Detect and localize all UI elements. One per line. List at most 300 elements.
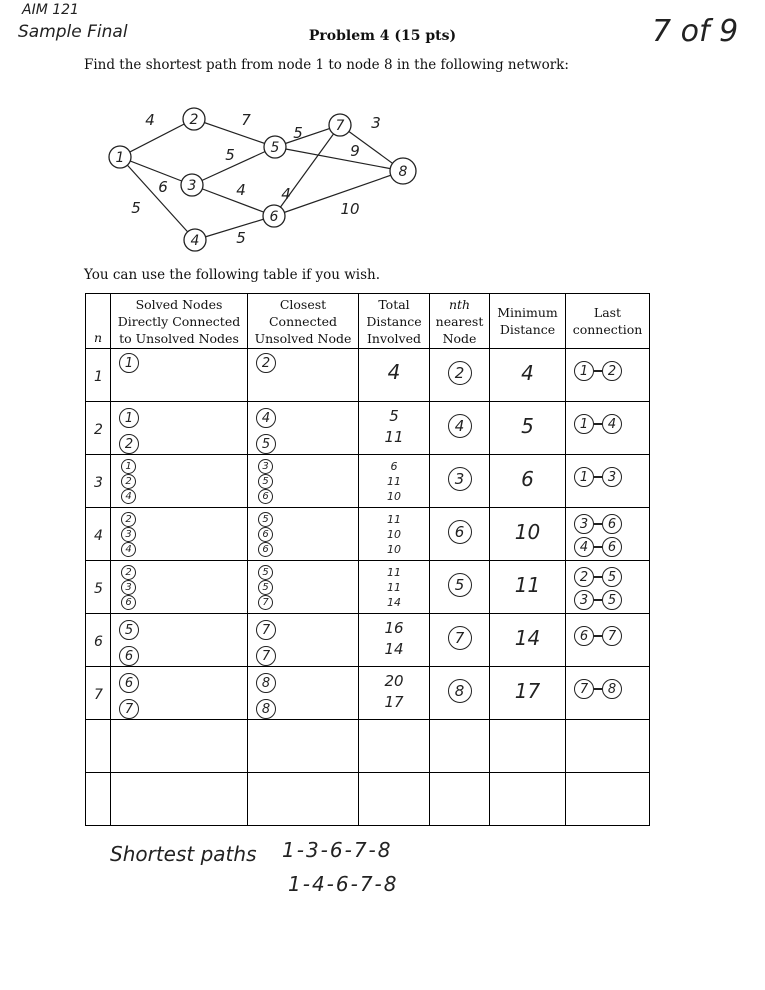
table-row: [86, 455, 650, 508]
node-label-7: 7: [335, 118, 345, 134]
cell-wrap: [248, 455, 358, 507]
connection-from: 6: [574, 626, 594, 646]
closest-node-list: [256, 408, 276, 454]
nth-nearest-node: 2: [448, 361, 472, 385]
connection-to: 5: [602, 567, 622, 587]
edge-4-6: [195, 216, 274, 240]
closest-node: 8: [256, 673, 276, 693]
total-distance: 16: [384, 619, 404, 637]
solved-node-list: [119, 620, 139, 666]
connection-from: 1: [574, 414, 594, 434]
cell-solved: [111, 614, 248, 667]
cell-wrap: [359, 508, 429, 560]
node-label-8: 8: [398, 164, 408, 180]
row-number: 1: [94, 369, 103, 385]
cell-total: [359, 402, 430, 455]
blank-cell: [490, 773, 566, 826]
closest-node: 5: [258, 565, 273, 580]
nth-nearest-node: 4: [448, 414, 472, 438]
cell-wrap: [566, 561, 649, 613]
minimum-distance: 5: [521, 414, 534, 438]
closest-node: 5: [258, 580, 273, 595]
table-row: [86, 561, 650, 614]
cell-wrap: [490, 614, 565, 666]
last-connection-list: [574, 626, 622, 646]
blank-cell: [86, 773, 111, 826]
header-line: Involved: [366, 330, 422, 346]
header-minimum: [490, 294, 566, 349]
problem-instructions: Find the shortest path from node 1 to node 8 in the following network:: [84, 57, 569, 73]
cell-wrap: [248, 561, 358, 613]
cell-wrap: [430, 561, 489, 613]
cell-min: [490, 614, 566, 667]
connection-to: 6: [602, 537, 622, 557]
total-distance: 4: [387, 360, 401, 384]
cell-wrap: [359, 667, 429, 719]
last-connection: [574, 537, 622, 557]
total-distance-list: [359, 565, 429, 610]
total-distance: 11: [387, 581, 401, 594]
solved-node: 4: [121, 489, 136, 504]
cell-nth: [430, 667, 490, 720]
cell-wrap: [430, 455, 489, 507]
cell-closest: [248, 614, 359, 667]
row-number: 7: [94, 687, 103, 703]
nth-nearest-node: 5: [448, 573, 472, 597]
blank-cell: [490, 720, 566, 773]
total-distance-list: [359, 459, 429, 504]
cell-solved: [111, 455, 248, 508]
solved-node: 3: [121, 580, 136, 595]
edge-weight-6-7: 4: [281, 185, 291, 203]
solved-node: 6: [121, 595, 136, 610]
edge-weight-5-7: 5: [293, 124, 303, 142]
blank-cell: [248, 720, 359, 773]
node-label-5: 5: [270, 140, 280, 156]
header-line: Unsolved Node: [254, 330, 352, 346]
cell-closest: [248, 349, 359, 402]
solved-node-list: [119, 565, 136, 610]
last-connection: [574, 414, 622, 434]
last-connection: [574, 567, 622, 587]
closest-node-list: [256, 673, 276, 719]
cell-wrap: [248, 667, 358, 719]
cell-wrap: [111, 455, 247, 507]
cell-wrap: [86, 614, 110, 666]
nth-node-wrap: [430, 414, 489, 438]
cell-wrap: [566, 402, 649, 454]
min-distance-wrap: [490, 626, 565, 650]
cell-wrap: [430, 667, 489, 719]
last-connection: [574, 590, 622, 610]
solved-node-list: [119, 512, 136, 557]
closest-node: 5: [256, 434, 276, 454]
header-line: Last: [593, 305, 622, 320]
answer-label: Shortest paths: [110, 842, 257, 866]
blank-cell: [86, 720, 111, 773]
last-connection-list: [574, 567, 622, 610]
nth-nearest-node: 7: [448, 626, 472, 650]
total-distance: 6: [390, 460, 398, 473]
cell-wrap: [430, 508, 489, 560]
cell-n: [86, 455, 111, 508]
nth-nearest-node: 3: [448, 467, 472, 491]
solved-node-list: [119, 459, 136, 504]
cell-wrap: [111, 561, 247, 613]
connection-dash: [594, 546, 602, 548]
cell-wrap: [359, 561, 429, 613]
cell-last: [566, 561, 650, 614]
blank-cell: [566, 720, 650, 773]
connection-dash: [594, 476, 602, 478]
cell-closest: [248, 402, 359, 455]
last-connection-list: [574, 467, 622, 487]
header-line: Distance: [366, 313, 422, 329]
total-distance: 5: [389, 407, 399, 425]
header-line: nth: [448, 296, 471, 312]
closest-node: 6: [258, 527, 273, 542]
network-diagram: [100, 100, 430, 260]
blank-cell: [359, 720, 430, 773]
last-connection-list: [574, 414, 622, 434]
edge-2-5: [194, 119, 275, 147]
cell-total: [359, 561, 430, 614]
connection-to: 3: [602, 467, 622, 487]
cell-last: [566, 402, 650, 455]
cell-n: [86, 561, 111, 614]
edge-weight-1-2: 4: [145, 111, 155, 129]
table-body: [86, 349, 650, 826]
solved-node: 2: [121, 512, 136, 527]
closest-node: 7: [258, 595, 273, 610]
edge-weight-2-5: 7: [241, 111, 251, 129]
closest-node-list: [256, 353, 276, 373]
minimum-distance: 6: [521, 467, 534, 491]
total-distance: 14: [387, 596, 401, 609]
cell-wrap: [359, 402, 429, 454]
edge-1-2: [120, 119, 194, 157]
cell-n: [86, 667, 111, 720]
connection-to: 8: [602, 679, 622, 699]
cell-total: [359, 667, 430, 720]
cell-wrap: [566, 614, 649, 666]
blank-cell: [248, 773, 359, 826]
edge-weight-1-4: 5: [131, 199, 141, 217]
cell-total: [359, 349, 430, 402]
connection-from: 3: [574, 590, 594, 610]
cell-wrap: [86, 402, 110, 454]
solved-node: 1: [121, 459, 136, 474]
solved-node: 1: [119, 408, 139, 428]
table-note: You can use the following table if you wish.: [84, 267, 380, 283]
problem-title: Problem 4 (15 pts): [308, 28, 457, 44]
cell-closest: [248, 667, 359, 720]
total-distance: 10: [387, 543, 401, 556]
cell-nth: [430, 455, 490, 508]
node-label-1: 1: [115, 150, 125, 166]
connection-dash: [594, 635, 602, 637]
solved-node: 2: [121, 474, 136, 489]
edge-weight-1-3: 6: [158, 178, 168, 196]
connection-dash: [594, 370, 602, 372]
cell-wrap: [566, 455, 649, 507]
solved-node: 2: [121, 565, 136, 580]
cell-wrap: [490, 349, 565, 401]
nth-node-wrap: [430, 361, 489, 385]
solved-node-list: [119, 353, 139, 373]
header-line: Minimum: [497, 305, 558, 320]
blank-cell: [430, 720, 490, 773]
connection-to: 4: [602, 414, 622, 434]
blank-cell: [111, 773, 248, 826]
closest-node: 6: [258, 542, 273, 557]
cell-wrap: [490, 402, 565, 454]
cell-wrap: [566, 508, 649, 560]
closest-node: 4: [256, 408, 276, 428]
header-last: [566, 294, 650, 349]
cell-wrap: [86, 667, 110, 719]
cell-last: [566, 455, 650, 508]
nth-nearest-node: 6: [448, 520, 472, 544]
connection-to: 5: [602, 590, 622, 610]
edge-weight-3-5: 5: [225, 146, 235, 164]
header-line: connection: [572, 322, 643, 337]
node-label-4: 4: [190, 233, 200, 249]
edge-5-8: [275, 147, 403, 171]
connection-dash: [594, 599, 602, 601]
nth-node-wrap: [430, 573, 489, 597]
nth-node-wrap: [430, 520, 489, 544]
cell-closest: [248, 561, 359, 614]
cell-n: [86, 402, 111, 455]
cell-wrap: [111, 614, 247, 666]
cell-wrap: [359, 455, 429, 507]
min-distance-wrap: [490, 573, 565, 597]
table-row: [86, 614, 650, 667]
connection-dash: [594, 523, 602, 525]
cell-wrap: [111, 349, 247, 401]
row-number: 6: [94, 634, 103, 650]
cell-nth: [430, 614, 490, 667]
solved-node: 5: [119, 620, 139, 640]
minimum-distance: 14: [514, 626, 541, 650]
total-distance: 11: [387, 475, 401, 488]
last-connection-list: [574, 361, 622, 381]
table-row-blank: [86, 720, 650, 773]
cell-last: [566, 508, 650, 561]
connection-from: 4: [574, 537, 594, 557]
cell-n: [86, 508, 111, 561]
cell-wrap: [248, 508, 358, 560]
minimum-distance: 17: [514, 679, 541, 703]
min-distance-wrap: [490, 467, 565, 491]
cell-wrap: [359, 349, 429, 401]
connection-to: 2: [602, 361, 622, 381]
header-closest: [248, 294, 359, 349]
closest-node: 2: [256, 353, 276, 373]
closest-node: 8: [256, 699, 276, 719]
cell-wrap: [111, 508, 247, 560]
last-connection-list: [574, 679, 622, 699]
closest-node: 7: [256, 620, 276, 640]
cell-min: [490, 561, 566, 614]
total-distance-list: [359, 512, 429, 557]
header-line: Node: [442, 330, 477, 346]
minimum-distance: 4: [521, 361, 534, 385]
cell-nth: [430, 349, 490, 402]
cell-wrap: [248, 614, 358, 666]
edge-6-8: [274, 171, 403, 216]
solved-node: 7: [119, 699, 139, 719]
connection-from: 1: [574, 467, 594, 487]
closest-node: 3: [258, 459, 273, 474]
total-distance: 11: [387, 513, 401, 526]
cell-closest: [248, 508, 359, 561]
cell-wrap: [111, 667, 247, 719]
page-number: 7 of 9: [652, 14, 739, 49]
last-connection-list: [574, 514, 622, 557]
solved-node-list: [119, 673, 139, 719]
cell-n: [86, 614, 111, 667]
cell-solved: [111, 667, 248, 720]
connection-to: 6: [602, 514, 622, 534]
minimum-distance: 10: [514, 520, 541, 544]
cell-wrap: [359, 614, 429, 666]
header-line: Total: [378, 296, 410, 312]
cell-closest: [248, 455, 359, 508]
exam-subtitle: Sample Final: [18, 22, 128, 42]
solved-node: 6: [119, 646, 139, 666]
closest-node: 7: [256, 646, 276, 666]
header-line: Directly Connected: [117, 313, 241, 329]
min-distance-wrap: [490, 679, 565, 703]
cell-wrap: [86, 455, 110, 507]
cell-wrap: [490, 508, 565, 560]
connection-dash: [594, 423, 602, 425]
cell-solved: [111, 349, 248, 402]
cell-total: [359, 508, 430, 561]
last-connection: [574, 467, 622, 487]
total-distance: 10: [387, 490, 401, 503]
connection-from: 1: [574, 361, 594, 381]
cell-min: [490, 667, 566, 720]
node-label-3: 3: [187, 178, 197, 194]
solved-node: 6: [119, 673, 139, 693]
nth-node-wrap: [430, 467, 489, 491]
edge-weight-7-8: 3: [371, 114, 381, 132]
header-line: nearest: [435, 313, 484, 329]
total-distance-list: [359, 406, 429, 448]
total-distance: 11: [384, 428, 404, 446]
total-distance: 11: [387, 566, 401, 579]
header-line: to Unsolved Nodes: [119, 330, 239, 346]
cell-solved: [111, 402, 248, 455]
cell-nth: [430, 402, 490, 455]
header-total: [359, 294, 430, 349]
header-line: Solved Nodes: [135, 296, 223, 312]
total-distance: 17: [384, 693, 404, 711]
cell-wrap: [490, 561, 565, 613]
header-line: Closest: [279, 296, 327, 312]
blank-cell: [359, 773, 430, 826]
cell-wrap: [86, 508, 110, 560]
header-nth: [430, 294, 490, 349]
nth-node-wrap: [430, 679, 489, 703]
cell-min: [490, 349, 566, 402]
cell-nth: [430, 508, 490, 561]
cell-wrap: [430, 402, 489, 454]
nth-nearest-node: 8: [448, 679, 472, 703]
edge-weight-3-6: 4: [236, 181, 246, 199]
table-row-blank: [86, 773, 650, 826]
solved-node: 4: [121, 542, 136, 557]
cell-last: [566, 614, 650, 667]
cell-wrap: [430, 349, 489, 401]
cell-min: [490, 402, 566, 455]
total-distance-list: [359, 671, 429, 713]
edge-weight-6-8: 10: [340, 200, 360, 218]
last-connection: [574, 626, 622, 646]
cell-wrap: [111, 402, 247, 454]
table-row: [86, 402, 650, 455]
blank-cell: [111, 720, 248, 773]
edge-weight-5-8: 9: [350, 142, 360, 160]
answer-path-1: 1-3-6-7-8: [282, 838, 393, 862]
connection-dash: [594, 688, 602, 690]
cell-min: [490, 455, 566, 508]
cell-n: [86, 349, 111, 402]
closest-node-list: [256, 565, 273, 610]
total-distance: 10: [387, 528, 401, 541]
row-number: 3: [94, 475, 103, 491]
row-number: 5: [94, 581, 103, 597]
solved-node-list: [119, 408, 139, 454]
cell-wrap: [86, 561, 110, 613]
connection-dash: [594, 576, 602, 578]
closest-node-list: [256, 620, 276, 666]
cell-solved: [111, 561, 248, 614]
cell-total: [359, 614, 430, 667]
cell-wrap: [248, 349, 358, 401]
answer-path-2: 1-4-6-7-8: [288, 872, 399, 896]
table-header-row: [86, 294, 650, 349]
solved-node: 1: [119, 353, 139, 373]
connection-from: 2: [574, 567, 594, 587]
course-label: AIM 121: [22, 2, 79, 18]
solved-node: 3: [121, 527, 136, 542]
last-connection: [574, 361, 622, 381]
blank-cell: [430, 773, 490, 826]
closest-node-list: [256, 512, 273, 557]
table-row: [86, 508, 650, 561]
header-n: n: [86, 294, 111, 349]
edge-weight-4-6: 5: [236, 229, 246, 247]
min-distance-wrap: [490, 520, 565, 544]
row-number: 4: [94, 528, 103, 544]
total-distance-list: [359, 353, 429, 385]
cell-wrap: [86, 349, 110, 401]
edge-3-6: [192, 185, 274, 216]
cell-wrap: [248, 402, 358, 454]
cell-last: [566, 667, 650, 720]
header-line: Distance: [499, 322, 556, 337]
header-line: Connected: [268, 313, 337, 329]
dijkstra-table: [85, 293, 650, 826]
connection-from: 7: [574, 679, 594, 699]
closest-node: 6: [258, 489, 273, 504]
cell-wrap: [490, 667, 565, 719]
cell-nth: [430, 561, 490, 614]
